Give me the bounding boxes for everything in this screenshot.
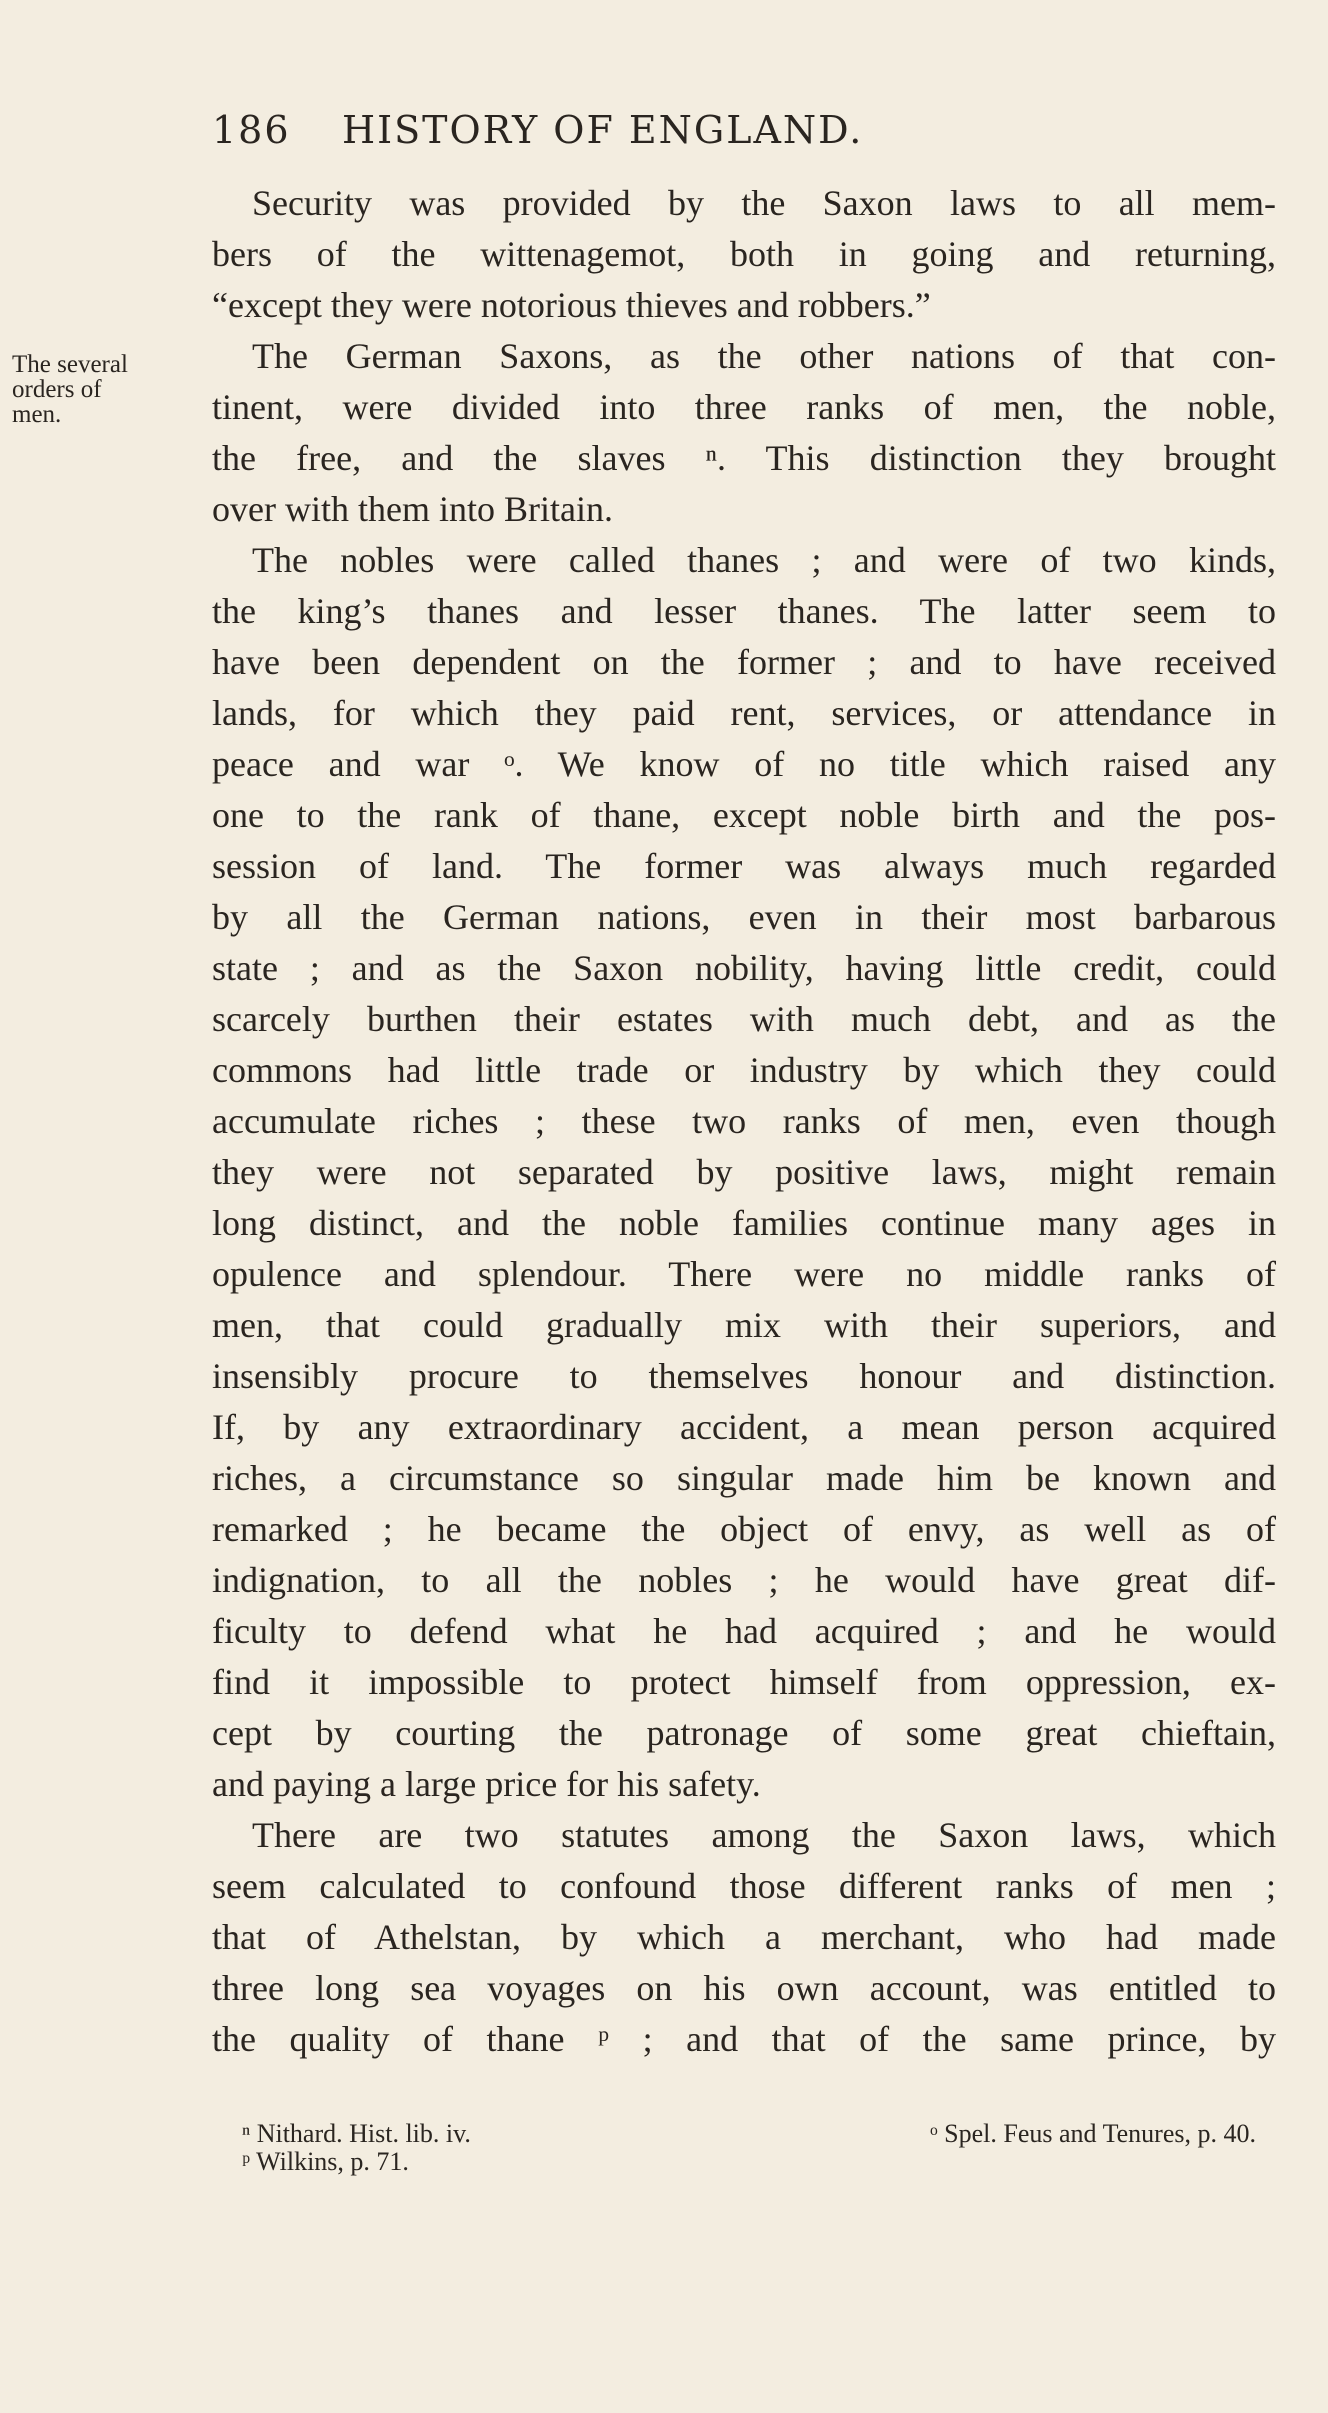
text-line: the quality of thane ᵖ ; and that of the same prince, by: [212, 2019, 1276, 2059]
text-line: riches, a circumstance so singular made him be known and: [212, 1458, 1276, 1498]
footnote-o: ᵒ Spel. Feus and Tenures, p. 40.: [930, 2119, 1256, 2148]
text-line: Security was provided by the Saxon laws to all mem-: [252, 183, 1276, 223]
text-line: by all the German nations, even in their most barbarous: [212, 897, 1276, 937]
text-line: state ; and as the Saxon nobility, having little credit, could: [212, 948, 1276, 988]
footnote-row: [212, 2120, 1276, 2148]
footnote-n: ⁿ Nithard. Hist. lib. iv.: [242, 2119, 471, 2148]
text-line: the king’s thanes and lesser thanes. The latter seem to: [212, 591, 1276, 631]
text-line: remarked ; he became the object of envy, as well as of: [212, 1509, 1276, 1549]
text-line: cept by courting the patronage of some great chieftain,: [212, 1713, 1276, 1753]
text-line: seem calculated to confound those different ranks of men ;: [212, 1866, 1276, 1906]
page-number: 186: [212, 108, 291, 152]
text-line: three long sea voyages on his own account, was entitled to: [212, 1968, 1276, 2008]
text-line: If, by any extraordinary accident, a mean person acquired: [212, 1407, 1276, 1447]
text-line: ficulty to defend what he had acquired ; and he would: [212, 1611, 1276, 1651]
margin-note-line: orders of: [12, 376, 102, 403]
text-line: scarcely burthen their estates with much debt, and as the: [212, 999, 1276, 1039]
running-title: HISTORY OF ENGLAND.: [342, 108, 864, 152]
text-line: session of land. The former was always much regarded: [212, 846, 1276, 886]
text-line: accumulate riches ; these two ranks of men, even though: [212, 1101, 1276, 1141]
margin-note-line: The several: [12, 351, 128, 378]
text-line: There are two statutes among the Saxon laws, which: [252, 1815, 1276, 1855]
text-line: insensibly procure to themselves honour and distinction.: [212, 1356, 1276, 1396]
text-line: opulence and splendour. There were no middle ranks of: [212, 1254, 1276, 1294]
text-line: men, that could gradually mix with their superiors, and: [212, 1305, 1276, 1345]
text-line: The German Saxons, as the other nations of that con-: [252, 336, 1276, 376]
page-header: [212, 108, 1032, 168]
footnotes: [212, 2120, 1276, 2176]
text-line: the free, and the slaves ⁿ. This distinction they brought: [212, 438, 1276, 478]
text-line: that of Athelstan, by which a merchant, who had made: [212, 1917, 1276, 1957]
footnote-p: ᵖ Wilkins, p. 71.: [242, 2147, 409, 2176]
text-line: find it impossible to protect himself from oppression, ex-: [212, 1662, 1276, 1702]
text-line: and paying a large price for his safety.: [212, 1764, 761, 1804]
footnote-row: [212, 2148, 1276, 2176]
margin-note-line: men.: [12, 401, 62, 428]
text-line: commons had little trade or industry by which they could: [212, 1050, 1276, 1090]
text-line: indignation, to all the nobles ; he would have great dif-: [212, 1560, 1276, 1600]
text-line: tinent, were divided into three ranks of men, the noble,: [212, 387, 1276, 427]
text-line: peace and war ᵒ. We know of no title which raised any: [212, 744, 1276, 784]
text-line: they were not separated by positive laws, might remain: [212, 1152, 1276, 1192]
text-line: over with them into Britain.: [212, 489, 613, 529]
body-text: [212, 178, 1276, 2065]
text-line: one to the rank of thane, except noble birth and the pos-: [212, 795, 1276, 835]
margin-note: [12, 352, 202, 427]
text-line: long distinct, and the noble families continue many ages in: [212, 1203, 1276, 1243]
text-line: The nobles were called thanes ; and were of two kinds,: [252, 540, 1276, 580]
text-line: lands, for which they paid rent, services, or attendance in: [212, 693, 1276, 733]
text-line: have been dependent on the former ; and to have received: [212, 642, 1276, 682]
text-line: “except they were notorious thieves and robbers.”: [212, 285, 931, 325]
text-line: bers of the wittenagemot, both in going and returning,: [212, 234, 1276, 274]
